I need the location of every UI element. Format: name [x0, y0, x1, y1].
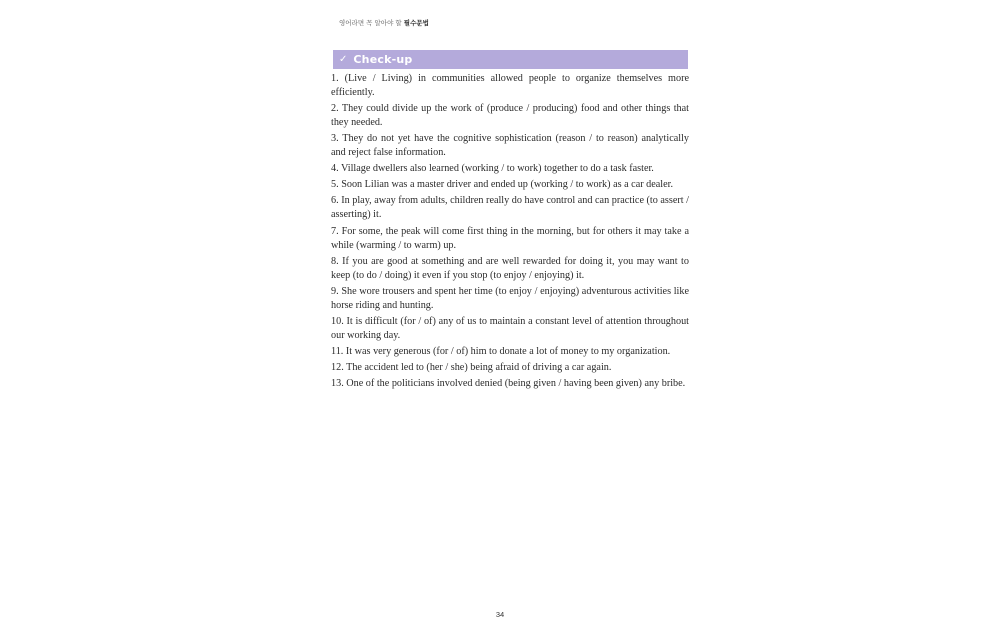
question-item: 2. They could divide up the work of (produce / producing) food and other things that they needed. — [331, 103, 689, 129]
question-item: 5. Soon Lilian was a master driver and ended up (working / to work) as a car dealer. — [331, 179, 674, 191]
page-number: 34 — [495, 610, 505, 619]
question-item: 12. The accident led to (her / she) being afraid of driving a car again. — [331, 362, 612, 374]
check-up-banner — [333, 50, 688, 69]
question-item: 13. One of the politicians involved denied (being given / having been given) any bribe. — [331, 378, 686, 390]
banner-title: Check-up — [353, 53, 413, 66]
question-item: 6. In play, away from adults, children really do have control and can practice (to assert / asserting) it. — [331, 195, 689, 221]
question-list — [331, 72, 689, 393]
question-item: 1. (Live / Living) in communities allowed people to organize themselves more efficiently. — [331, 73, 689, 98]
question-item: 4. Village dwellers also learned (working / to work) together to do a task faster. — [331, 163, 654, 175]
question-item: 10. It is difficult (for / of) any of us to maintain a constant level of attention throughout our working day. — [331, 315, 689, 341]
checkmark-icon: ✓ — [339, 54, 348, 65]
question-item: 9. She wore trousers and spent her time (to enjoy / enjoying) adventurous activities like horse riding and hunting. — [331, 285, 689, 311]
question-item: 8. If you are good at something and are well rewarded for doing it, you may want to keep (to do / doing) it even if you stop (to enjoy / enjoying) it. — [331, 255, 689, 281]
question-item: 11. It was very generous (for / of) him to donate a lot of money to my organization. — [331, 345, 671, 357]
question-item: 3. They do not yet have the cognitive sophistication (reason / to reason) analytically and reject false information. — [331, 133, 689, 159]
running-head — [339, 18, 429, 27]
running-head-prefix: 영어라면 꼭 알아야 할 — [339, 19, 402, 27]
question-item: 7. For some, the peak will come first thing in the morning, but for others it may take a while (warming / to warm) up. — [331, 225, 689, 251]
running-head-title: 필수문법 — [403, 19, 429, 27]
